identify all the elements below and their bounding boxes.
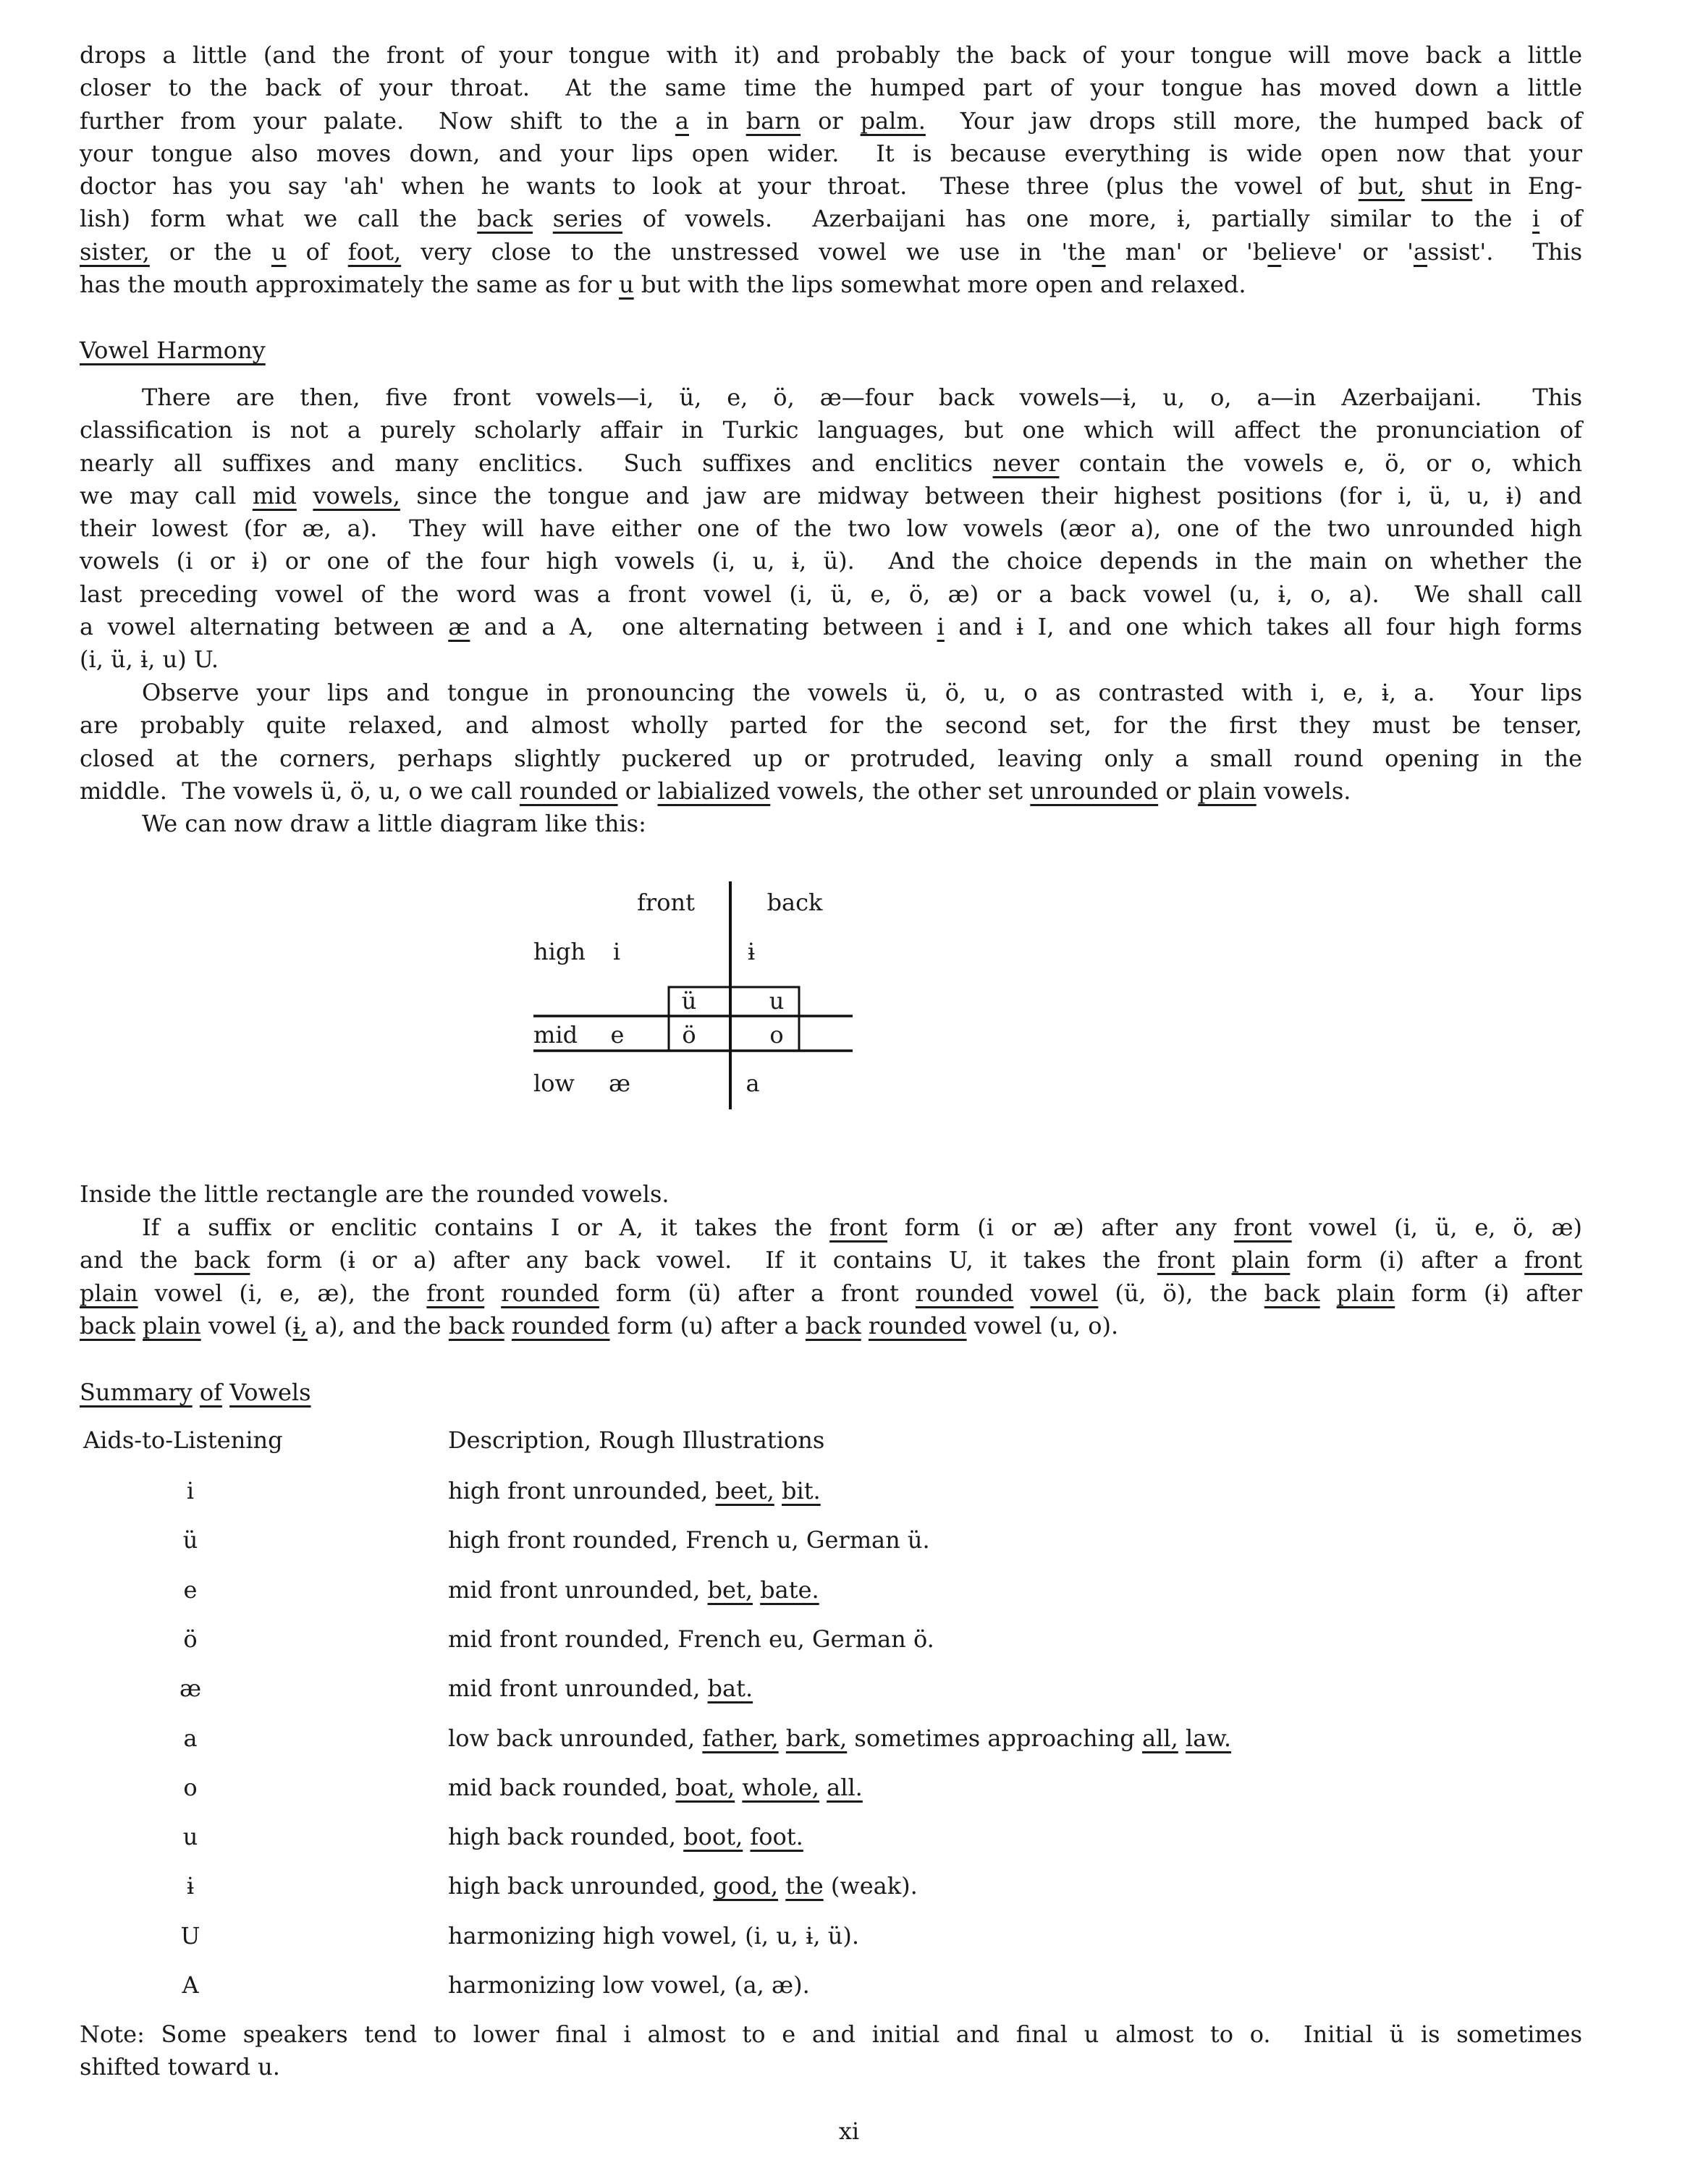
text-run: has the mouth approximately the same as for (80, 271, 620, 299)
row-mid: mid (533, 1021, 578, 1049)
text-line (80, 643, 1582, 676)
text-run (1215, 1246, 1232, 1274)
text-line (80, 2018, 1582, 2051)
underlined-word: u (619, 271, 634, 299)
underlined-word: e (1091, 237, 1106, 266)
text-run: high front rounded, French u, German ü. (448, 1526, 930, 1554)
underlined-word: bate. (760, 1575, 819, 1604)
text-line (80, 1376, 1582, 1409)
underlined-word: sister, (80, 237, 150, 266)
vowel-u: u (769, 987, 785, 1015)
text-run (1014, 1279, 1031, 1307)
underlined-word: bet, (707, 1575, 753, 1604)
text-run: harmonizing high vowel, (i, u, ɨ, ü). (448, 1921, 860, 1950)
paragraph-articulation (80, 39, 1582, 301)
text-line (80, 39, 1582, 72)
underlined-word: Vowel Harmony (80, 337, 266, 364)
text-run: (i, ü, ɨ, u) U. (80, 646, 219, 674)
vowel-symbol: a (183, 1724, 198, 1752)
summary-row (80, 1475, 1582, 1507)
summary-row (80, 1574, 1582, 1607)
text-run: and ɨ I, and one which takes all four high forms (944, 613, 1583, 641)
text-run (861, 1312, 869, 1339)
text-run (779, 1724, 786, 1752)
text-run: man' or 'b (1105, 237, 1268, 266)
text-run: vowel (u, o). (966, 1311, 1119, 1339)
text-line (80, 447, 1582, 480)
text-run: Observe your lips and tongue in pronouncing the vowels ü, ö, u, o as contrasted with i, e, ɨ, a. Your lips (142, 679, 1582, 706)
underlined-word: all, (1142, 1724, 1178, 1752)
vowel-o-umlaut: ö (682, 1021, 696, 1049)
underlined-word: bat. (707, 1675, 753, 1703)
paragraph-rectangle-note (80, 1178, 1582, 1211)
vowel-symbol: u (182, 1823, 198, 1851)
heading-summary-of-vowels (80, 1376, 1582, 1409)
text-line (80, 611, 1582, 643)
text-run: nearly all suffixes and many enclitics. Such suffixes and enclitics (80, 449, 993, 477)
text-run: shifted toward u. (80, 2053, 280, 2081)
text-run: mid front unrounded, (448, 1575, 708, 1604)
text-run: closed at the corners, perhaps slightly puckered up or protruded, leaving only a small round opening in the (80, 744, 1582, 772)
text-run: in Eng- (1472, 172, 1583, 200)
text-line (80, 1310, 1582, 1342)
text-line (80, 137, 1582, 170)
underlined-word: back (805, 1311, 861, 1339)
text-line (80, 742, 1582, 775)
vowel-ae: æ (608, 1070, 631, 1097)
text-run (743, 1823, 750, 1850)
text-line (80, 480, 1582, 512)
text-run: of vowels. Azerbaijani has one more, ɨ, partially similar to the (622, 205, 1532, 233)
vowel-symbol: ü (182, 1526, 198, 1554)
text-run: contain the vowels e, ö, or o, which (1059, 449, 1583, 477)
text-run: lieve' or ' (1281, 237, 1414, 266)
text-line (80, 677, 1582, 709)
text-line (80, 709, 1582, 742)
text-run: a), and the (307, 1311, 449, 1339)
text-run (1320, 1279, 1337, 1307)
text-line (80, 72, 1582, 104)
underlined-word: plain (143, 1311, 201, 1339)
vowel-symbol: A (182, 1971, 199, 1999)
text-run: form (i or æ) after any (887, 1214, 1234, 1241)
underlined-word: rounded (511, 1311, 610, 1339)
underlined-word: foot, (347, 237, 402, 266)
underlined-word: vowel (1030, 1279, 1099, 1307)
text-run: mid back rounded, (448, 1773, 676, 1801)
text-line (80, 334, 1582, 367)
text-run (735, 1774, 742, 1801)
text-run: vowels, the other set (770, 776, 1031, 805)
page-number: xi (838, 2117, 860, 2145)
text-run: vowels. (1256, 776, 1351, 805)
text-run: and a A, one alternating between (470, 613, 937, 641)
underlined-word: back (1264, 1279, 1320, 1307)
text-run (135, 1312, 143, 1339)
text-run: vowel ( (200, 1311, 293, 1339)
underlined-word: foot. (750, 1823, 803, 1851)
text-run: low back unrounded, (448, 1724, 703, 1752)
summary-row (80, 1920, 1582, 1952)
underlined-word: plain (80, 1279, 138, 1307)
vowel-symbol: æ (179, 1675, 202, 1703)
text-run: Note: Some speakers tend to lower final i almost to e and initial and final u almost to o. Initial ü is sometimes (80, 2020, 1582, 2048)
underlined-word: ɨ, (292, 1311, 308, 1339)
summary-row (80, 1623, 1582, 1656)
text-run: (ü, ö), the (1098, 1279, 1264, 1307)
summary-row (80, 1969, 1582, 2002)
summary-table (80, 1424, 1582, 2003)
underlined-word: the (785, 1872, 824, 1900)
header-description: Description, Rough Illustrations (448, 1426, 825, 1454)
text-run: vowel (i, ü, e, ö, æ) (1291, 1214, 1583, 1241)
text-run: of (286, 237, 348, 266)
text-run: sometimes approaching (847, 1724, 1143, 1752)
vowel-o: o (769, 1021, 784, 1049)
text-run: in (688, 106, 746, 135)
underlined-word: Summary (80, 1379, 193, 1406)
text-run: doctor has you say 'ah' when he wants to look at your throat. These three (plus the vowel of (80, 172, 1359, 200)
vowel-symbol: o (183, 1773, 198, 1801)
text-run: harmonizing low vowel, (a, æ). (448, 1971, 810, 1999)
vowel-description (448, 1524, 930, 1557)
underlined-word: series (552, 205, 622, 233)
paragraph-suffix-rules (80, 1211, 1582, 1342)
text-run: form (ɨ) after (1395, 1279, 1583, 1307)
text-line (80, 236, 1582, 268)
note-paragraph (80, 2018, 1582, 2084)
text-run: lish) form what we call the (80, 205, 478, 233)
text-line (80, 268, 1582, 301)
rounded-vowels-rectangle (669, 987, 799, 1051)
underlined-word: back (448, 1311, 504, 1339)
text-run: and the (80, 1246, 195, 1274)
vowel-description (448, 1623, 934, 1656)
text-line (80, 1178, 1582, 1211)
text-run: classification is not a purely scholarly affair in Turkic languages, but one which will affect the pronunciation of (80, 416, 1582, 444)
vowel-symbol: ɨ (186, 1872, 195, 1900)
underlined-word: rounded (915, 1279, 1014, 1307)
vowel-description (448, 1722, 1231, 1755)
text-line (80, 170, 1582, 203)
text-run: ssist'. This (1427, 237, 1583, 266)
summary-row (80, 1870, 1582, 1902)
underlined-word: father, (702, 1724, 779, 1752)
underlined-word: all. (827, 1773, 863, 1801)
vowel-description (448, 1969, 810, 2002)
vowel-barred-i: ɨ (747, 938, 756, 965)
text-run: high front unrounded, (448, 1477, 716, 1504)
underlined-word: law. (1185, 1724, 1232, 1752)
underlined-word: back (477, 205, 533, 233)
text-run: mid front unrounded, (448, 1675, 708, 1703)
underlined-word: i (937, 613, 945, 641)
underlined-word: of (199, 1379, 222, 1406)
text-run: your tongue also moves down, and your lips open wider. It is because everything is wide open now that your (80, 139, 1582, 167)
underlined-word: e (1267, 237, 1282, 266)
vowel-i: i (612, 938, 621, 965)
text-run: or the (149, 237, 271, 266)
text-run: their lowest (for æ, a). They will have either one of the two low vowels (æor a), one of the two unrounded high (80, 515, 1582, 543)
vowel-u-umlaut: ü (681, 987, 697, 1015)
underlined-word: plain (1231, 1246, 1291, 1274)
text-run: or (617, 776, 658, 805)
text-run: (weak). (823, 1872, 918, 1900)
underlined-word: plain (1336, 1279, 1395, 1307)
text-run (533, 205, 553, 232)
vowel-a: a (745, 1070, 760, 1097)
text-run: Inside the little rectangle are the rounded vowels. (80, 1180, 670, 1208)
underlined-word: boot, (683, 1823, 743, 1851)
summary-row (80, 1821, 1582, 1853)
text-line (80, 2051, 1582, 2083)
underlined-word: bit. (781, 1477, 821, 1504)
underlined-word: bark, (785, 1724, 848, 1752)
summary-header (80, 1424, 1582, 1457)
vowel-symbol: U (180, 1921, 200, 1950)
text-run: last preceding vowel of the word was a front vowel (i, ü, e, ö, æ) or a back vowel (u, ɨ, o, a). We shall call (80, 580, 1582, 608)
text-run: Your jaw drops still more, the humped back of (925, 106, 1582, 135)
vowel-description (448, 1672, 753, 1705)
underlined-word: whole, (742, 1773, 819, 1801)
underlined-word: front (1524, 1246, 1583, 1274)
text-line (80, 808, 1582, 840)
underlined-word: rounded (868, 1311, 967, 1339)
underlined-word: barn (745, 106, 801, 135)
text-run: or (1158, 776, 1199, 805)
text-run (753, 1576, 760, 1604)
summary-row (80, 1722, 1582, 1755)
column-back: back (766, 889, 823, 916)
vowel-description (448, 1574, 819, 1607)
underlined-word: front (829, 1214, 887, 1241)
underlined-word: æ (448, 613, 470, 641)
underlined-word: unrounded (1030, 776, 1159, 805)
text-line (80, 1244, 1582, 1277)
text-line (80, 381, 1582, 414)
text-run (297, 482, 313, 509)
text-run (193, 1379, 200, 1406)
text-run: further from your palate. Now shift to the (80, 106, 675, 135)
text-run: closer to the back of your throat. At the same time the humped part of your tongue has moved down a little (80, 74, 1582, 102)
heading-vowel-harmony (80, 334, 1582, 367)
text-run: form (ü) after a front (599, 1279, 916, 1307)
row-high: high (533, 938, 586, 965)
vowel-symbol: i (186, 1477, 195, 1504)
text-line (80, 414, 1582, 446)
underlined-word: i (1532, 205, 1540, 233)
underlined-word: a (1413, 237, 1428, 266)
underlined-word: front (1157, 1246, 1215, 1274)
vowel-description (448, 1772, 863, 1804)
underlined-word: a (675, 106, 689, 135)
underlined-word: rounded (501, 1279, 599, 1307)
paragraph-diagram-intro (80, 808, 1582, 840)
underlined-word: labialized (657, 776, 771, 805)
underlined-word: rounded (519, 776, 618, 805)
text-run: since the tongue and jaw are midway between their highest positions (for i, ü, u, ɨ) and (400, 481, 1583, 509)
text-run: high back unrounded, (448, 1872, 714, 1900)
text-run: vowel (i, e, æ), the (138, 1279, 427, 1307)
text-line (80, 203, 1582, 235)
text-run: drops a little (and the front of your tongue with it) and probably the back of your tongue will move back a little (80, 41, 1582, 69)
underlined-word: good, (713, 1872, 779, 1900)
text-run: form (u) after a (609, 1311, 806, 1339)
text-run (819, 1774, 827, 1801)
vowel-symbol: e (183, 1575, 198, 1604)
underlined-word: plain (1198, 776, 1256, 805)
text-run (774, 1477, 782, 1504)
paragraph-rounded-vowels (80, 677, 1582, 808)
summary-row (80, 1772, 1582, 1804)
text-run: There are then, five front vowels—i, ü, e, ö, æ—four back vowels—ɨ, u, o, a—in Azerbaijani. This (142, 384, 1582, 411)
vowel-description (448, 1920, 859, 1952)
text-run: a vowel alternating between (80, 613, 449, 641)
text-run (778, 1872, 785, 1900)
vowel-description (448, 1821, 803, 1853)
text-line (80, 105, 1582, 137)
underlined-word: never (992, 449, 1060, 477)
text-run (1405, 172, 1422, 200)
text-run: we may call (80, 481, 253, 509)
underlined-word: palm. (860, 106, 926, 135)
underlined-word: front (1233, 1214, 1292, 1241)
text-run: high back rounded, (448, 1823, 684, 1851)
underlined-word: u (271, 237, 287, 266)
text-run: or (801, 106, 861, 135)
paragraph-vowel-classes (80, 381, 1582, 677)
vowel-description (448, 1870, 918, 1902)
underlined-word: mid (252, 481, 297, 509)
text-run: are probably quite relaxed, and almost wholly parted for the second set, for the first they must be tenser, (80, 711, 1582, 740)
text-run (484, 1279, 501, 1307)
underlined-word: vowels, (313, 481, 400, 509)
text-line (80, 775, 1582, 808)
text-run: mid front rounded, French eu, German ö. (448, 1625, 934, 1653)
vowel-e: e (610, 1021, 625, 1049)
text-run: We can now draw a little diagram like this: (142, 810, 646, 837)
text-run: of (1539, 205, 1583, 233)
text-run: but with the lips somewhat more open and relaxed. (633, 271, 1246, 299)
text-line (80, 578, 1582, 611)
text-run: If a suffix or enclitic contains I or A, it takes the (142, 1214, 830, 1241)
text-line (80, 512, 1582, 545)
text-run (504, 1312, 512, 1339)
underlined-word: boat, (675, 1773, 735, 1801)
summary-row (80, 1672, 1582, 1705)
text-run (1178, 1724, 1186, 1752)
summary-row (80, 1524, 1582, 1557)
text-line (80, 545, 1582, 577)
text-run: middle. The vowels ü, ö, u, o we call (80, 776, 520, 805)
underlined-word: beet, (715, 1477, 774, 1504)
column-front: front (637, 889, 695, 916)
text-line (80, 1277, 1582, 1310)
text-line (80, 1211, 1582, 1244)
text-run: vowels (i or ɨ) or one of the four high vowels (i, u, ɨ, ü). And the choice depends in the main on whether the (80, 547, 1582, 575)
vowel-symbol: ö (183, 1625, 198, 1653)
header-aids-to-listening: Aids-to-Listening (83, 1426, 283, 1454)
vowel-description (448, 1475, 821, 1507)
text-run: very close to the unstressed vowel we use in 'th (401, 237, 1092, 266)
underlined-word: back (80, 1311, 135, 1339)
text-run: form (ɨ or a) after any back vowel. If it contains U, it takes the (250, 1246, 1157, 1274)
underlined-word: back (194, 1246, 250, 1274)
underlined-word: shut (1421, 172, 1473, 200)
underlined-word: front (426, 1279, 485, 1307)
row-low: low (533, 1070, 575, 1097)
text-run (222, 1379, 229, 1406)
text-run: form (i) after a (1290, 1246, 1525, 1274)
underlined-word: but, (1358, 172, 1405, 200)
underlined-word: Vowels (229, 1379, 311, 1406)
